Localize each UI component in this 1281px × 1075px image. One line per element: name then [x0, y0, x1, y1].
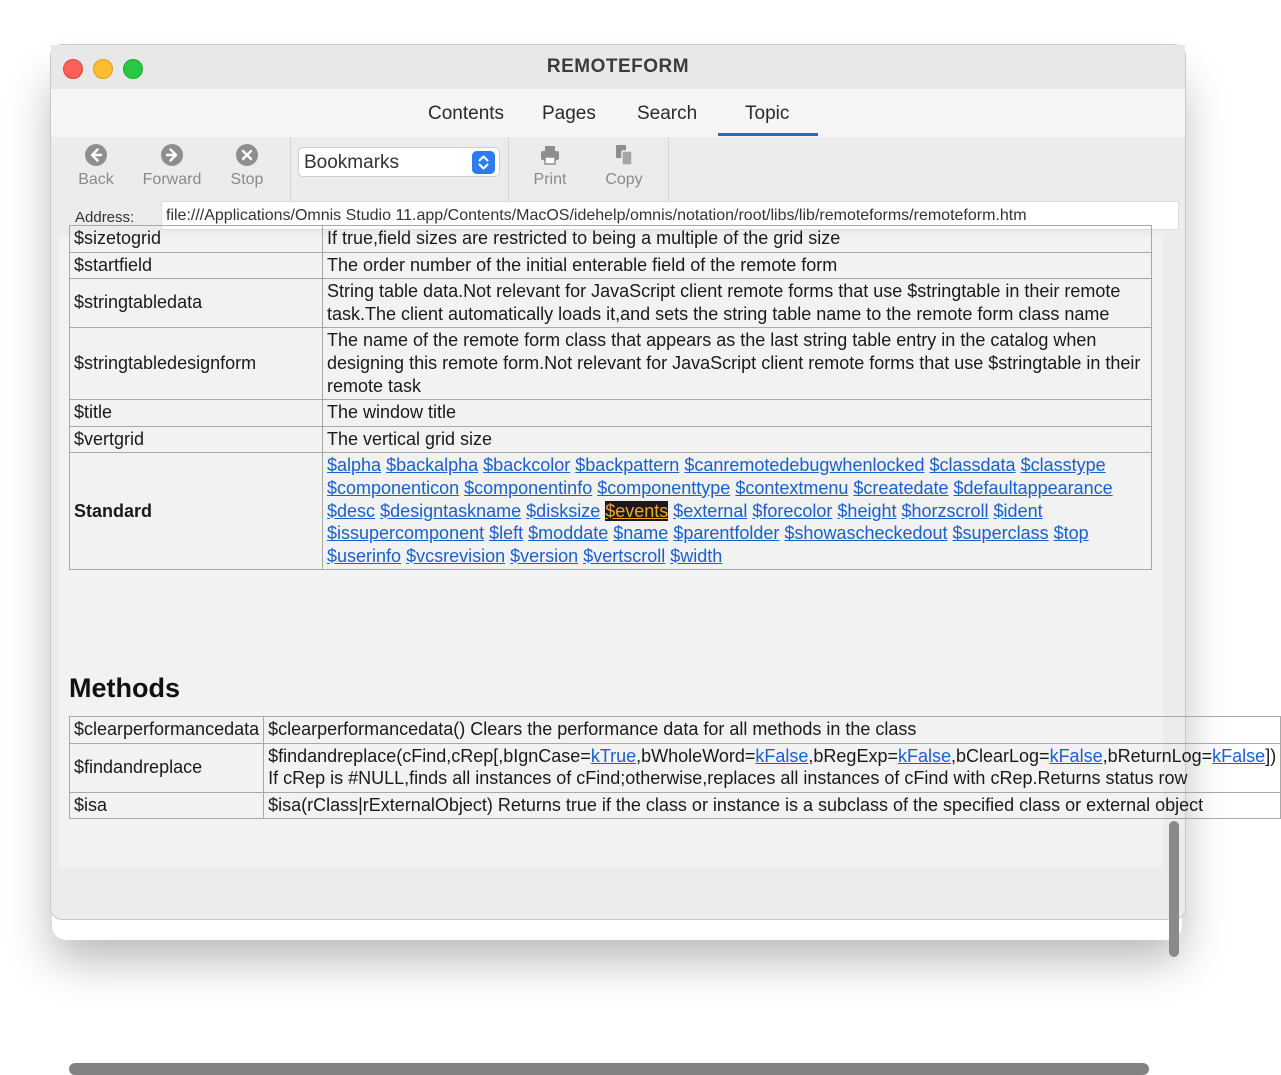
- property-link[interactable]: $alpha: [327, 455, 382, 476]
- back-arrow-icon: [84, 143, 108, 167]
- property-description: The order number of the initial enterable field of the remote form: [323, 252, 1152, 279]
- forward-button[interactable]: [137, 143, 207, 189]
- method-text: ,bRegExp=: [808, 745, 898, 766]
- back-button[interactable]: [61, 143, 131, 189]
- bookmarks-popup[interactable]: [298, 147, 500, 177]
- table-row: [70, 743, 1281, 792]
- address-field[interactable]: file:///Applications/Omnis Studio 11.app/Contents/MacOS/idehelp/omnis/notation/root/libs/lib/remoteforms/remoteform.htm: [161, 201, 1179, 230]
- property-link[interactable]: $backpattern: [575, 455, 680, 476]
- property-description: The name of the remote form class that appears as the last string table entry in the catalog when designing this remote form.Not relevant for JavaScript client remote forms that use $stringtable in their remote task: [323, 328, 1152, 400]
- table-row: [70, 279, 1152, 328]
- property-description: The vertical grid size: [323, 426, 1152, 453]
- property-link[interactable]: $parentfolder: [673, 523, 780, 544]
- property-name: $vertgrid: [70, 426, 323, 453]
- tab-contents[interactable]: Contents: [428, 103, 505, 124]
- method-name: $isa: [70, 792, 264, 819]
- property-link[interactable]: $name: [613, 523, 669, 544]
- method-name: $findandreplace: [70, 743, 264, 792]
- title-bar: [51, 45, 1185, 89]
- tab-search[interactable]: Search: [637, 103, 698, 124]
- property-name: $sizetogrid: [70, 226, 323, 253]
- property-link[interactable]: $canremotedebugwhenlocked: [684, 455, 925, 476]
- property-link[interactable]: $moddate: [528, 523, 609, 544]
- property-link[interactable]: $designtaskname: [380, 500, 522, 521]
- method-name: $clearperformancedata: [70, 717, 264, 744]
- constant-link[interactable]: kFalse: [1049, 745, 1103, 766]
- property-link[interactable]: $desc: [327, 500, 376, 521]
- property-link[interactable]: $width: [670, 545, 723, 566]
- method-text: $findandreplace(cFind,cRep[,bIgnCase=: [268, 745, 591, 766]
- tab-bar: [51, 89, 1185, 137]
- property-link[interactable]: $defaultappearance: [953, 477, 1113, 498]
- method-text: ,bReturnLog=: [1102, 745, 1213, 766]
- property-link[interactable]: $disksize: [526, 500, 601, 521]
- stop-button[interactable]: [212, 143, 282, 189]
- property-link[interactable]: $issupercomponent: [327, 523, 485, 544]
- window-title: REMOTEFORM: [546, 56, 690, 77]
- copy-button[interactable]: [589, 143, 659, 189]
- property-description: String table data.Not relevant for JavaScript client remote forms that use $stringtable in their remote task.The client automatically loads it,and sets the string table name to the remote form class name: [323, 279, 1152, 328]
- properties-table: [69, 225, 1152, 570]
- table-row: [70, 226, 1152, 253]
- tab-pages[interactable]: Pages: [542, 103, 596, 124]
- active-tab-indicator: [718, 133, 818, 136]
- table-row: [70, 453, 1152, 570]
- table-row: [70, 426, 1152, 453]
- property-link[interactable]: $vcsrevision: [406, 545, 506, 566]
- method-description: $clearperformancedata() Clears the performance data for all methods in the class: [264, 717, 1281, 744]
- property-name: $title: [70, 400, 323, 427]
- help-window: [50, 44, 1277, 920]
- property-link[interactable]: $componenttype: [597, 477, 731, 498]
- toolbar-divider: [508, 137, 509, 201]
- property-description: If true,field sizes are restricted to being a multiple of the grid size: [323, 226, 1152, 253]
- table-row: [70, 252, 1152, 279]
- print-label: Print: [533, 171, 567, 188]
- property-description: The window title: [323, 400, 1152, 427]
- address-label: Address:: [75, 209, 135, 226]
- constant-link[interactable]: kFalse: [897, 745, 951, 766]
- forward-arrow-icon: [160, 143, 184, 167]
- property-link[interactable]: $top: [1053, 523, 1089, 544]
- help-content: [59, 228, 1277, 867]
- toolbar: [51, 137, 1185, 201]
- bookmarks-label: Bookmarks: [304, 152, 400, 173]
- standard-label: Standard: [70, 453, 323, 570]
- constant-link[interactable]: kFalse: [1212, 745, 1266, 766]
- printer-icon: [538, 143, 562, 167]
- toolbar-divider: [290, 137, 291, 201]
- copy-label: Copy: [605, 171, 643, 188]
- property-link[interactable]: $ident: [993, 500, 1043, 521]
- method-text: ,bWholeWord=: [636, 745, 756, 766]
- property-link[interactable]: $vertscroll: [583, 545, 666, 566]
- horizontal-scrollbar[interactable]: [69, 1063, 1149, 1075]
- table-row: [70, 328, 1152, 400]
- property-link[interactable]: $superclass: [952, 523, 1049, 544]
- standard-links: [323, 453, 1152, 570]
- property-link[interactable]: $contextmenu: [735, 477, 849, 498]
- methods-heading: Methods: [69, 673, 180, 703]
- stop-x-icon: [235, 143, 259, 167]
- table-row: [70, 717, 1281, 744]
- table-row: [70, 400, 1152, 427]
- copy-documents-icon: [612, 143, 636, 167]
- constant-link[interactable]: kFalse: [755, 745, 809, 766]
- forward-label: Forward: [142, 171, 202, 188]
- property-link[interactable]: $horzscroll: [901, 500, 989, 521]
- property-name: $startfield: [70, 252, 323, 279]
- popup-stepper-icon: [472, 151, 495, 174]
- property-link[interactable]: $classdata: [929, 455, 1016, 476]
- property-link[interactable]: $events: [605, 500, 669, 521]
- method-text: ,bClearLog=: [950, 745, 1050, 766]
- property-link[interactable]: $height: [837, 500, 897, 521]
- constant-link[interactable]: kTrue: [590, 745, 637, 766]
- property-link[interactable]: $forecolor: [752, 500, 833, 521]
- property-link[interactable]: $createdate: [853, 477, 949, 498]
- property-name: $stringtabledata: [70, 279, 323, 328]
- property-link[interactable]: $userinfo: [327, 545, 402, 566]
- table-row: [70, 792, 1281, 819]
- method-description: [264, 743, 1281, 792]
- property-link[interactable]: $version: [510, 545, 579, 566]
- print-button[interactable]: [515, 143, 585, 189]
- property-link[interactable]: $componentinfo: [464, 477, 593, 498]
- property-name: $stringtabledesignform: [70, 328, 323, 400]
- method-text: ]) If cRep is #NULL,finds all instances of cFind;otherwise,replaces all instances of cFind with cRep.Returns status row: [268, 745, 1277, 789]
- tab-topic[interactable]: Topic: [745, 103, 790, 124]
- property-link[interactable]: $left: [489, 523, 524, 544]
- methods-table: [69, 716, 1281, 819]
- property-link[interactable]: $showascheckedout: [784, 523, 948, 544]
- property-link[interactable]: $classtype: [1020, 455, 1106, 476]
- back-label: Back: [78, 171, 114, 188]
- toolbar-divider: [668, 137, 669, 201]
- vertical-scrollbar[interactable]: [1169, 821, 1179, 957]
- method-description: $isa(rClass|rExternalObject) Returns true if the class or instance is a subclass of the specified class or external object: [264, 792, 1281, 819]
- property-link[interactable]: $external: [673, 500, 748, 521]
- property-link[interactable]: $backcolor: [483, 455, 571, 476]
- property-link[interactable]: $componenticon: [327, 477, 460, 498]
- property-link[interactable]: $backalpha: [386, 455, 479, 476]
- stop-label: Stop: [230, 171, 264, 188]
